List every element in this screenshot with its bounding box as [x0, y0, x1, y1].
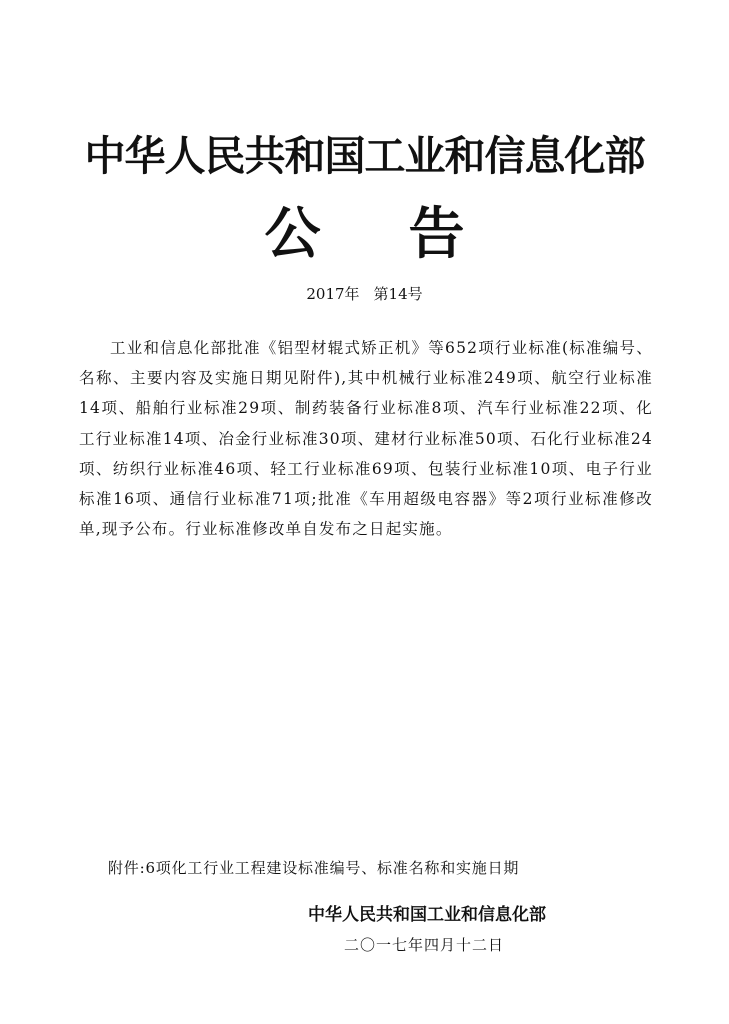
agency-title: 中华人民共和国工业和信息化部	[84, 132, 645, 180]
document-issue-number: 第14号	[373, 285, 423, 303]
document-number	[0, 282, 729, 306]
document-type-char-1: 公	[264, 202, 321, 267]
announcement-body-paragraph: 工业和信息化部批准《铝型材辊式矫正机》等652项行业标准(标准编号、名称、主要内容及实施日期见附件),其中机械行业标准249项、航空行业标准14项、船舶行业标准29项、制药装备行业标准8项、汽车行业标准22项、化工行业标准14项、冶金行业标准30项、建材行业标准50项、石化行业标准24项、纺织行业标准46项、轻工行业标准69项、包装行业标准10项、电子行业标准16项、通信行业标准71项;批准《车用超级电容器》等2项行业标准修改单,现予公布。行业标准修改单自发布之日起实施。	[79, 339, 653, 539]
issuer-signature: 中华人民共和国工业和信息化部	[308, 905, 546, 925]
document-year: 2017年	[306, 285, 360, 303]
document-type-char-2: 告	[408, 202, 465, 267]
attachment-note: 附件:6项化工行业工程建设标准编号、标准名称和实施日期	[108, 859, 520, 877]
document-type-heading	[0, 200, 729, 270]
issue-date: 二〇一七年四月十二日	[344, 936, 505, 954]
